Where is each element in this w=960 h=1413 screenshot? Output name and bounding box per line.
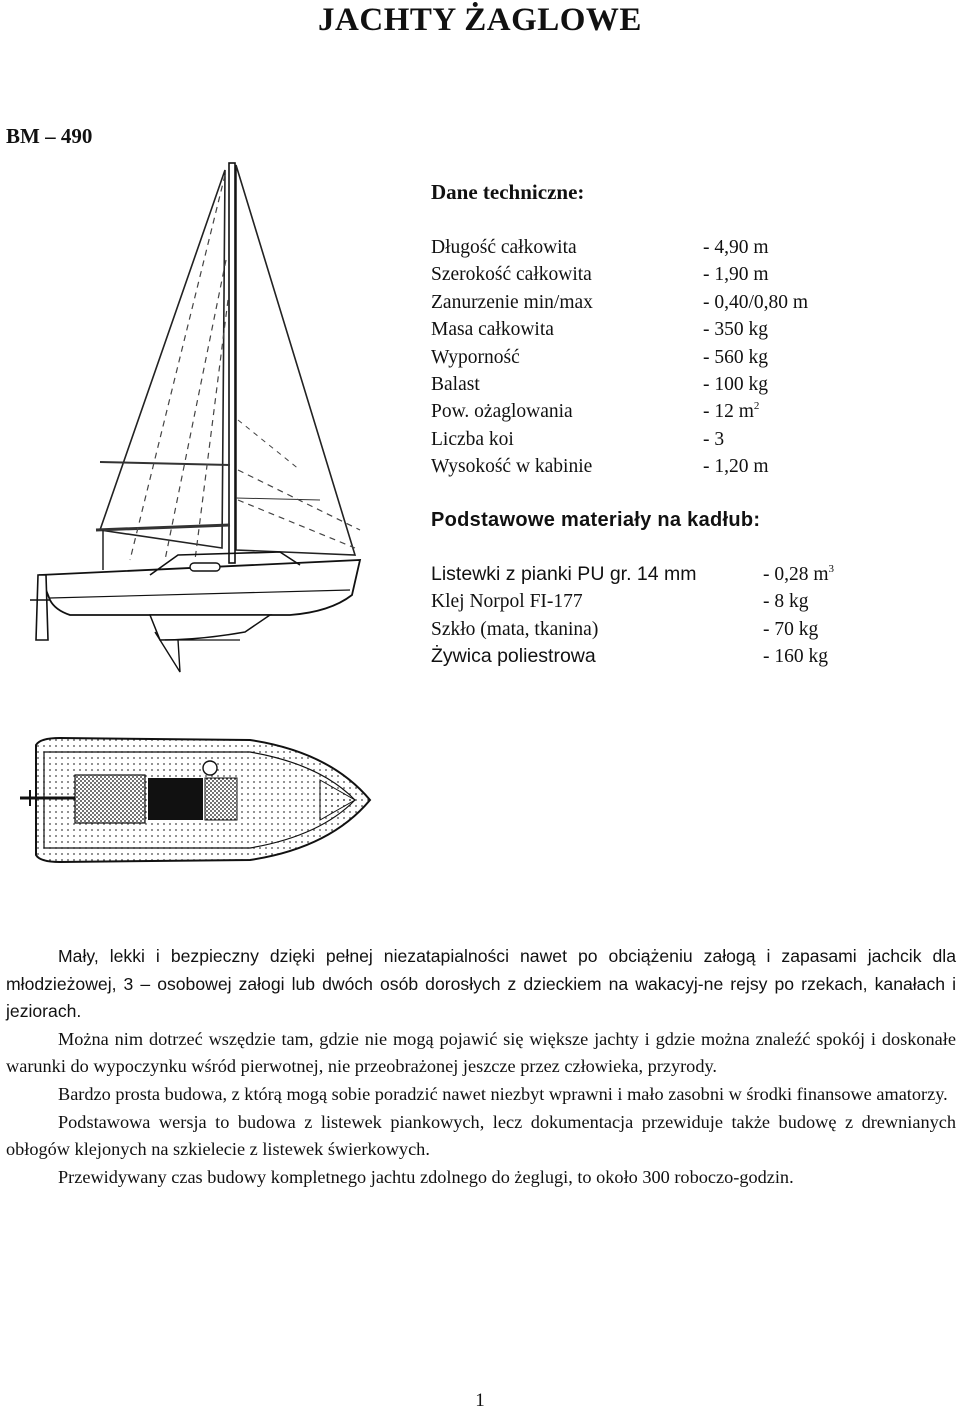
- spec-label: Balast: [431, 373, 480, 395]
- description: [6, 943, 956, 1191]
- description-text: jachcik dla młodzieżowej, 3 – osobowej załogi lub dwóch osób dorosłych z dzieckiem na wakacyj-ne rejsy po rzekach, kanałach i jeziorach.: [6, 946, 956, 1022]
- material-label: Klej Norpol FI-177: [431, 591, 583, 613]
- description-paragraph: [6, 943, 956, 1026]
- description-paragraph: Można nim dotrzeć wszędzie tam, gdzie nie mogą pojawić się większe jachty i gdzie można znaleźć spokój i doskonałe warunki do wypoczynku wśród pierwotnej, nie przeobrażonej jeszcze przez człowieka, przyrody.: [6, 1028, 956, 1077]
- unit-exponent: 2: [753, 400, 760, 413]
- unit-exponent: 3: [828, 563, 835, 575]
- spec-value: - 3: [703, 428, 725, 450]
- spec-label: Liczba koi: [431, 428, 514, 450]
- material-label: Żywica poliestrowa: [431, 645, 596, 668]
- material-row: [431, 643, 951, 670]
- spec-value-text: - 12 m: [703, 401, 754, 423]
- material-row: [431, 616, 951, 643]
- page-number: 1: [475, 1390, 485, 1411]
- spec-label: Pow. ożaglowania: [431, 401, 573, 423]
- spec-row: [431, 261, 951, 288]
- spec-row: [431, 344, 951, 371]
- spec-value: - 100 kg: [703, 373, 768, 395]
- spec-label: Długość całkowita: [431, 237, 577, 258]
- description-paragraph: Bardzo prosta budowa, z którą mogą sobie poradzić nawet niezbyt wprawni i mało zasobni w środki finansowe amatorzy.: [58, 1083, 948, 1104]
- materials-table: [431, 561, 951, 671]
- spec-value: - 350 kg: [703, 319, 768, 341]
- spec-label: Zanurzenie min/max: [431, 291, 593, 313]
- model-name: BM – 490: [6, 124, 93, 148]
- material-value: - 160 kg: [763, 646, 828, 668]
- spec-row: [431, 234, 951, 261]
- spec-value: - 560 kg: [703, 346, 768, 368]
- material-value: - 8 kg: [763, 591, 809, 613]
- material-row: [431, 588, 951, 615]
- spec-value: - 0,40/0,80 m: [703, 291, 809, 313]
- page-title: JACHTY ŻAGLOWE: [318, 2, 642, 38]
- material-value: - 70 kg: [763, 618, 819, 640]
- spec-row: [431, 289, 951, 316]
- material-label: Listewki z pianki PU gr. 14 mm: [431, 563, 697, 585]
- material-row: [431, 561, 951, 588]
- spec-label: Wysokość w kabinie: [431, 456, 593, 478]
- spec-label: Szerokość całkowita: [431, 264, 592, 286]
- spec-row: [431, 316, 951, 343]
- specs-table: [431, 234, 951, 481]
- material-value: [763, 561, 834, 588]
- spec-value: - 1,20 m: [703, 456, 769, 478]
- spec-value: [703, 398, 759, 425]
- spec-row: [431, 426, 951, 453]
- specs-heading: Dane techniczne:: [431, 180, 585, 204]
- spec-label: Masa całkowita: [431, 319, 554, 341]
- description-paragraph: Podstawowa wersja to budowa z listewek piankowych, lecz dokumentacja przewiduje także budowę z drewnianych obłogów klejonych na szkielecie z listewek świerkowych.: [6, 1111, 956, 1160]
- spec-row: [431, 453, 951, 480]
- sail-plan-drawing: [0, 150, 380, 690]
- spec-row: [431, 398, 951, 425]
- deck-plan-drawing: [0, 722, 380, 872]
- materials-heading: Podstawowe materiały na kadłub:: [431, 509, 761, 531]
- description-paragraph: Przewidywany czas budowy kompletnego jachtu zdolnego do żeglugi, to około 300 roboczo-godzin.: [58, 1166, 794, 1187]
- material-label: Szkło (mata, tkanina): [431, 618, 599, 640]
- material-value-text: - 0,28 m: [763, 564, 829, 585]
- spec-value: - 4,90 m: [703, 237, 769, 258]
- spec-label: Wyporność: [431, 346, 520, 368]
- description-text: Mały, lekki i bezpieczny dzięki pełnej niezatapialności nawet po obciążeniu załogą i zapasami: [58, 946, 857, 966]
- spec-value: - 1,90 m: [703, 264, 769, 286]
- spec-row: [431, 371, 951, 398]
